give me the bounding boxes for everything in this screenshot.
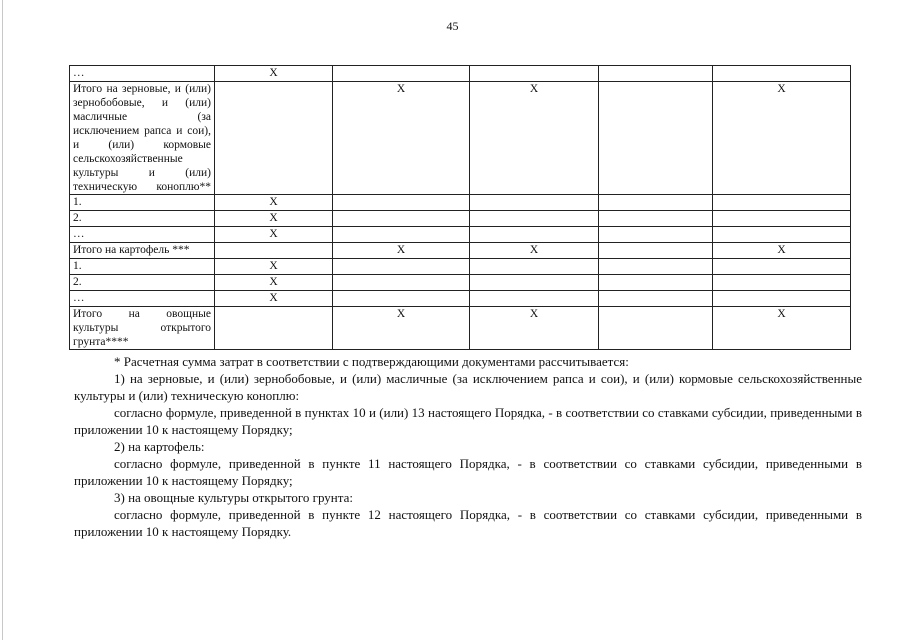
row-label: 2. <box>70 275 215 291</box>
table-cell <box>333 227 470 243</box>
footnote-item-2: 2) на картофель: <box>114 439 205 454</box>
table-row <box>70 259 851 275</box>
table-row <box>70 291 851 307</box>
table-cell <box>713 66 851 82</box>
table-cell: X <box>215 211 333 227</box>
row-label: Итого на зерновые, и (или) зернобобовые, и (или) масличные (за исключением рапса и сои), и (или) кормовые сельскохозяйственные культуры и (или) техническую коноплю** <box>70 82 215 195</box>
table-cell: X <box>470 243 599 259</box>
table-cell <box>599 259 713 275</box>
table-cell: X <box>215 275 333 291</box>
table-cell <box>599 211 713 227</box>
table-cell: X <box>713 82 851 195</box>
table-cell <box>333 195 470 211</box>
table-row <box>70 227 851 243</box>
table-cell <box>599 275 713 291</box>
table-cell <box>713 195 851 211</box>
table-cell: X <box>713 307 851 350</box>
table-cell <box>470 259 599 275</box>
row-label: 2. <box>70 211 215 227</box>
table-row <box>70 66 851 82</box>
table-cell <box>470 66 599 82</box>
table-cell: X <box>215 291 333 307</box>
table-cell <box>333 291 470 307</box>
table-cell <box>713 259 851 275</box>
row-label: … <box>70 291 215 307</box>
table-cell: X <box>470 307 599 350</box>
table-cell <box>599 82 713 195</box>
table-row <box>70 275 851 291</box>
table-cell <box>599 227 713 243</box>
table-cell <box>599 195 713 211</box>
table-cell <box>713 291 851 307</box>
table-row-total-vegetables <box>70 307 851 350</box>
table-cell <box>713 211 851 227</box>
footnote-item-3-formula: согласно формуле, приведенной в пункте 12 настоящего Порядка, - в соответствии со ставками субсидии, приведенными в приложении 10 к настоящему Порядку. <box>74 507 862 539</box>
table-row-total-potato <box>70 243 851 259</box>
table-cell: X <box>215 66 333 82</box>
page-number: 45 <box>446 19 459 33</box>
row-label: … <box>70 66 215 82</box>
table-cell <box>599 307 713 350</box>
table-cell: X <box>713 243 851 259</box>
table-cell <box>470 227 599 243</box>
table-cell: X <box>333 82 470 195</box>
table-cell <box>333 259 470 275</box>
table-cell <box>470 291 599 307</box>
table-cell <box>470 275 599 291</box>
subsidy-cost-table <box>69 65 851 350</box>
footnote-item-1-formula: согласно формуле, приведенной в пунктах 10 и (или) 13 настоящего Порядка, - в соответствии со ставками субсидии, приведенными в приложении 10 к настоящему Порядку; <box>74 405 862 437</box>
table-cell <box>215 307 333 350</box>
table-cell <box>599 243 713 259</box>
footnote-item-2-formula: согласно формуле, приведенной в пункте 11 настоящего Порядка, - в соответствии со ставками субсидии, приведенными в приложении 10 к настоящему Порядку; <box>74 456 862 488</box>
row-label: 1. <box>70 195 215 211</box>
table-row <box>70 211 851 227</box>
table-cell <box>599 291 713 307</box>
page-left-edge <box>2 0 3 640</box>
table-row <box>70 195 851 211</box>
row-label: … <box>70 227 215 243</box>
table-cell: X <box>333 307 470 350</box>
table-row-total-grains <box>70 82 851 195</box>
table-cell: X <box>215 227 333 243</box>
table-cell <box>333 211 470 227</box>
table-cell <box>215 82 333 195</box>
footnotes <box>74 353 862 540</box>
table-cell <box>215 243 333 259</box>
footnote-item-1: 1) на зерновые, и (или) зернобобовые, и (или) масличные (за исключением рапса и сои), и (или) кормовые сельскохозяйственные культуры и (или) техническую коноплю: <box>74 371 862 403</box>
row-label: 1. <box>70 259 215 275</box>
table-cell <box>333 275 470 291</box>
table-cell <box>713 275 851 291</box>
table-cell: X <box>470 82 599 195</box>
table-cell: X <box>215 259 333 275</box>
table-cell: X <box>215 195 333 211</box>
table-cell <box>599 66 713 82</box>
table-cell: X <box>333 243 470 259</box>
table-cell <box>470 195 599 211</box>
table-cell <box>333 66 470 82</box>
row-label: Итого на картофель *** <box>70 243 215 259</box>
row-label: Итого на овощные культуры открытого грунта**** <box>70 307 215 350</box>
table-cell <box>713 227 851 243</box>
footnote-item-3: 3) на овощные культуры открытого грунта: <box>114 490 353 505</box>
table-cell <box>470 211 599 227</box>
footnote-intro: * Расчетная сумма затрат в соответствии с подтверждающими документами рассчитывается: <box>114 354 629 369</box>
